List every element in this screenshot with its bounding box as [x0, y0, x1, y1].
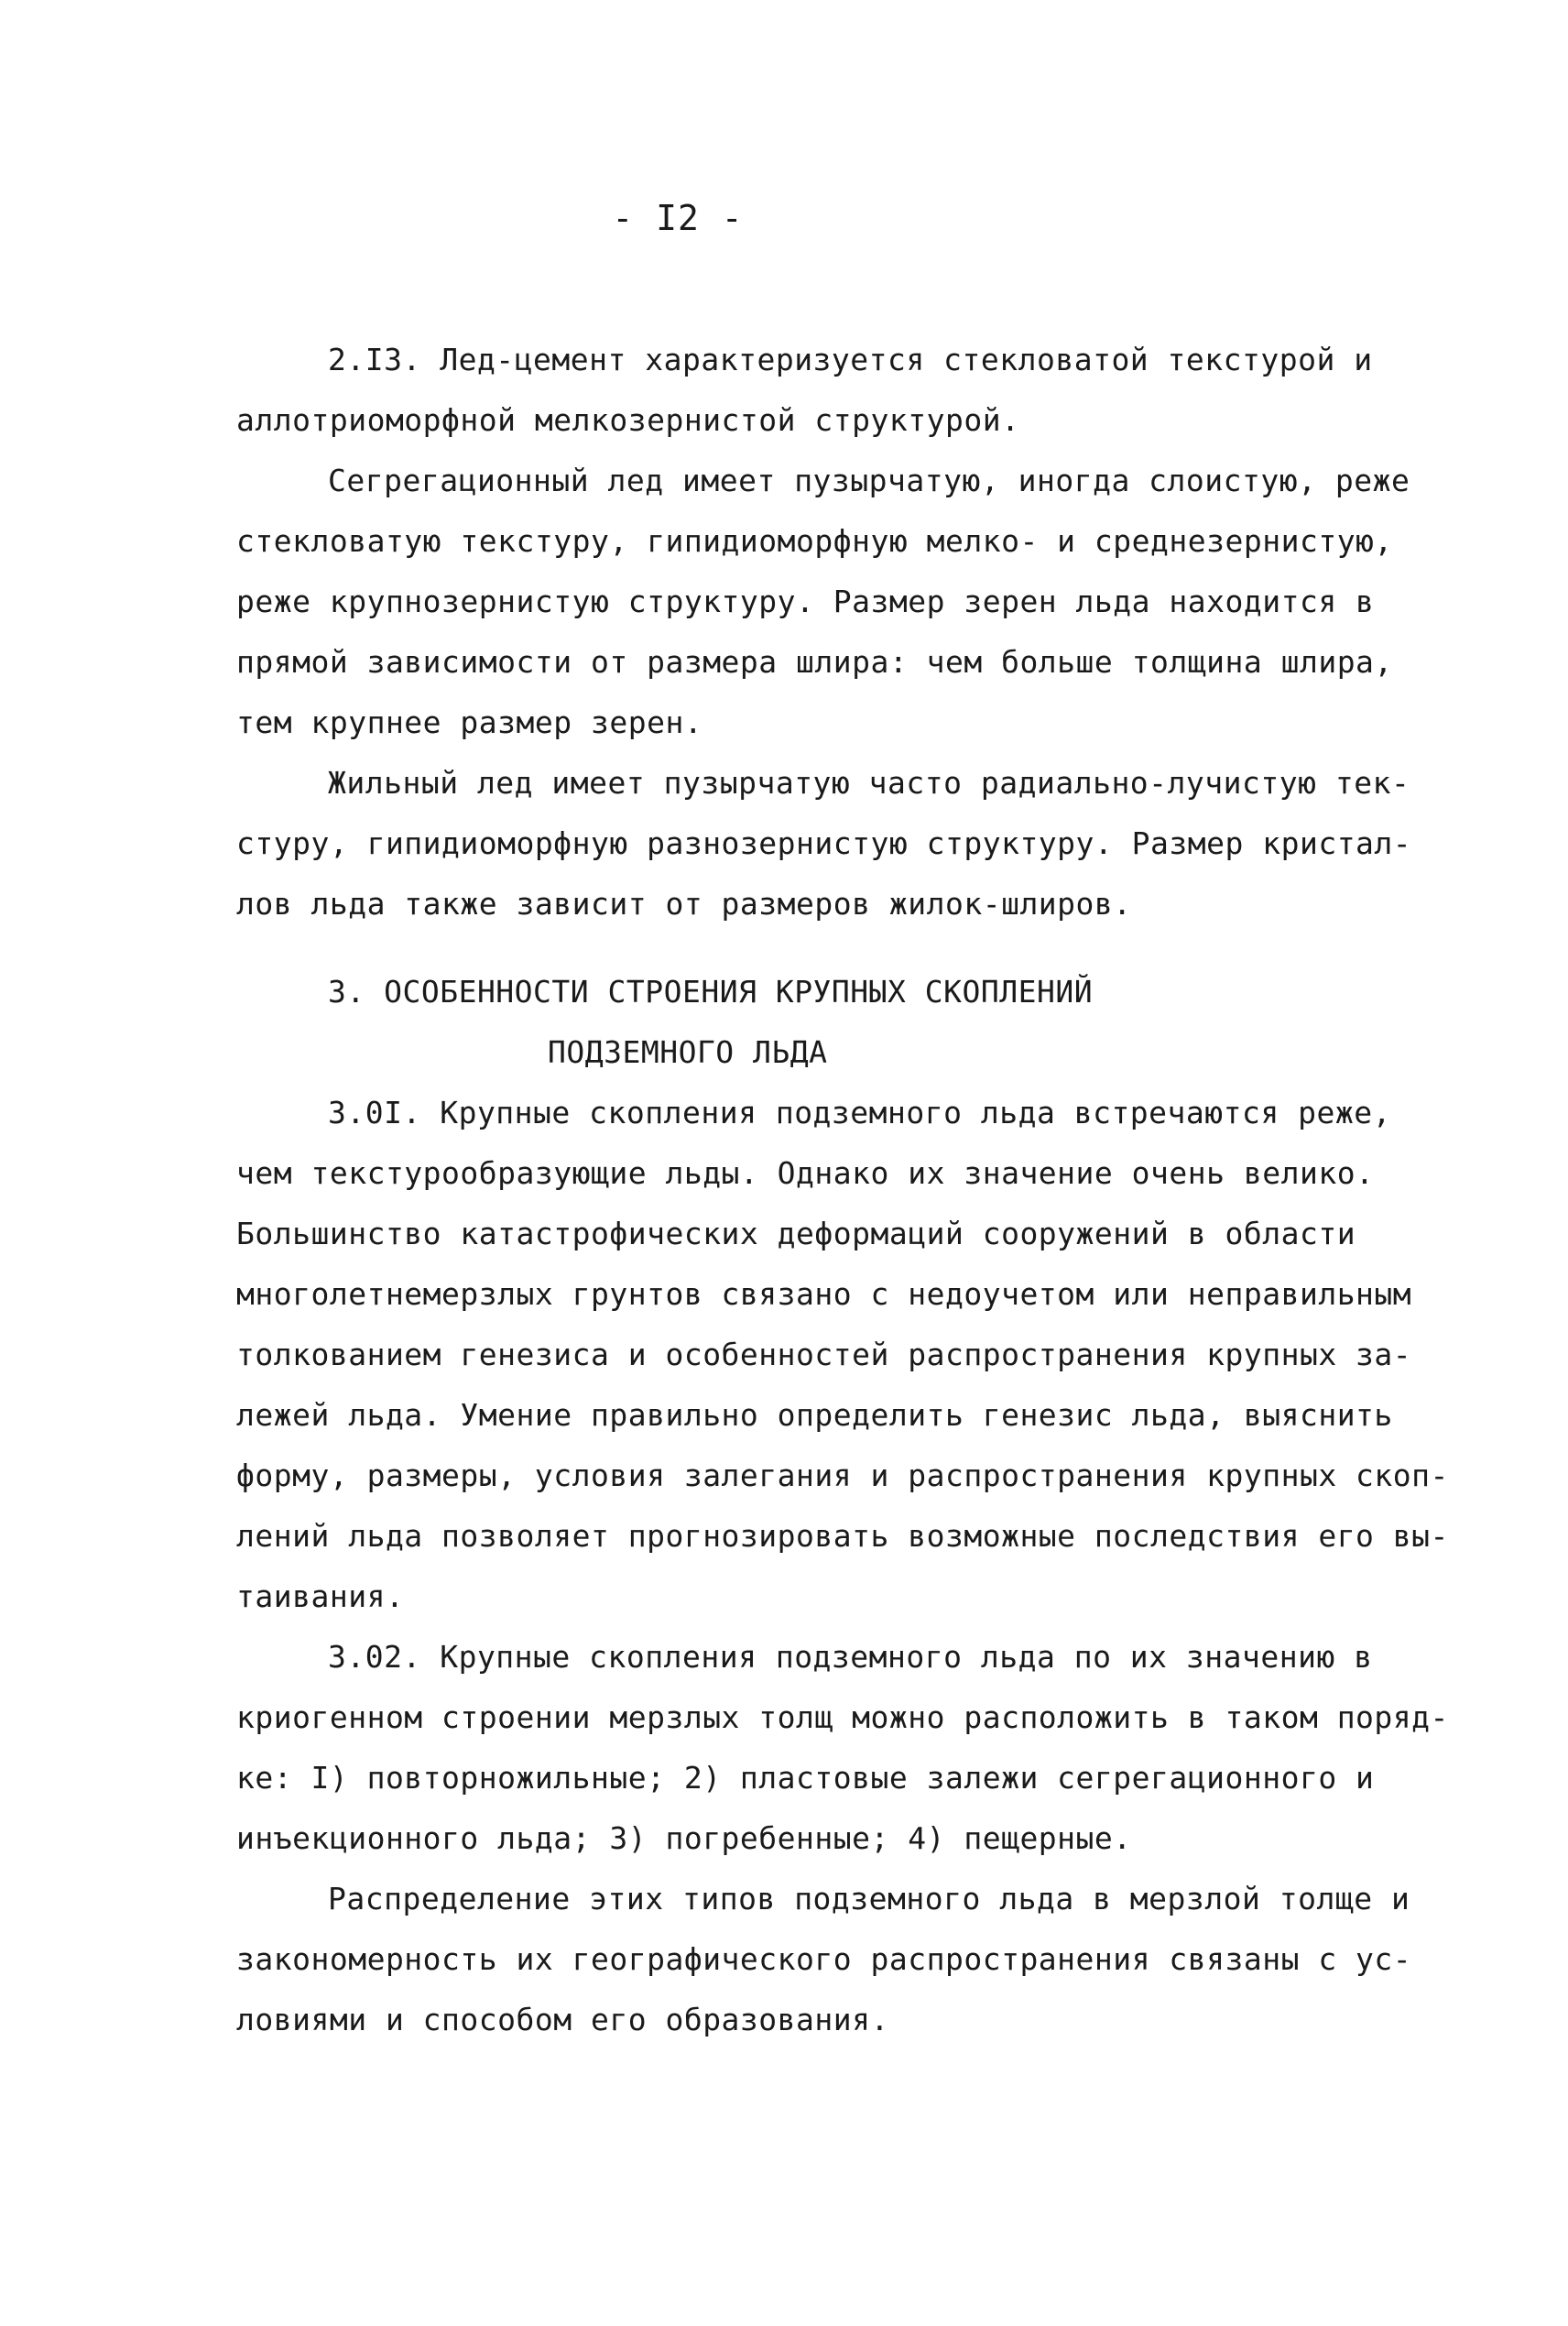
paragraph-line: многолетнемерзлых грунтов связано с недоучетом или неправильным — [236, 1276, 1412, 1312]
paragraph-line: лежей льда. Умение правильно определить генезис льда, выяснить — [236, 1397, 1393, 1433]
paragraph-line: криогенном строении мерзлых толщ можно расположить в таком поряд- — [236, 1699, 1449, 1735]
paragraph-line: ке: I) повторножильные; 2) пластовые залежи сегрегационного и — [236, 1760, 1375, 1796]
paragraph-line: лений льда позволяет прогнозировать возможные последствия его вы- — [236, 1518, 1449, 1554]
paragraph-line: Распределение этих типов подземного льда в мерзлой толще и — [328, 1881, 1410, 1916]
paragraph-line: таивания. — [236, 1578, 405, 1614]
paragraph-line: форму, размеры, условия залегания и распространения крупных скоп- — [236, 1458, 1449, 1493]
section-heading: 3. ОСОБЕННОСТИ СТРОЕНИЯ КРУПНЫХ СКОПЛЕНИЙ — [328, 974, 1094, 1010]
paragraph-line: реже крупнозернистую структуру. Размер зерен льда находится в — [236, 584, 1375, 619]
paragraph-line: 2.I3. Лед-цемент характеризуется стекловатой текстурой и — [328, 342, 1373, 377]
paragraph-line: Большинство катастрофических деформаций сооружений в области — [236, 1216, 1356, 1251]
paragraph-line: инъекционного льда; 3) погребенные; 4) пещерные. — [236, 1820, 1132, 1856]
paragraph-line: чем текстурообразующие льды. Однако их значение очень велико. — [236, 1155, 1375, 1191]
paragraph-line: 3.02. Крупные скопления подземного льда по их значению в — [328, 1639, 1373, 1675]
paragraph-line: прямой зависимости от размера шлира: чем больше толщина шлира, — [236, 644, 1393, 680]
page-number: - I2 - — [612, 198, 744, 238]
paragraph-line: стекловатую текстуру, гипидиоморфную мелко- и среднезернистую, — [236, 523, 1393, 559]
section-heading-continued: ПОДЗЕМНОГО ЛЬДА — [548, 1034, 828, 1070]
paragraph-line: ловиями и способом его образования. — [236, 2002, 889, 2037]
paragraph-line: стуру, гипидиоморфную разнозернистую структуру. Размер кристал- — [236, 825, 1412, 861]
paragraph-line: лов льда также зависит от размеров жилок-шлиров. — [236, 886, 1132, 922]
paragraph-line: 3.0I. Крупные скопления подземного льда встречаются реже, — [328, 1095, 1391, 1130]
paragraph-line: Жильный лед имеет пузырчатую часто радиально-лучистую тек- — [328, 765, 1410, 801]
paragraph-line: закономерность их географического распространения связаны с ус- — [236, 1941, 1412, 1977]
paragraph-line: толкованием генезиса и особенностей распространения крупных за- — [236, 1337, 1412, 1372]
paragraph-line: Сегрегационный лед имеет пузырчатую, иногда слоистую, реже — [328, 463, 1410, 498]
body-text — [236, 330, 1449, 2050]
paragraph-line: аллотриоморфной мелкозернистой структурой. — [236, 402, 1020, 438]
paragraph-line: тем крупнее размер зерен. — [236, 704, 703, 740]
